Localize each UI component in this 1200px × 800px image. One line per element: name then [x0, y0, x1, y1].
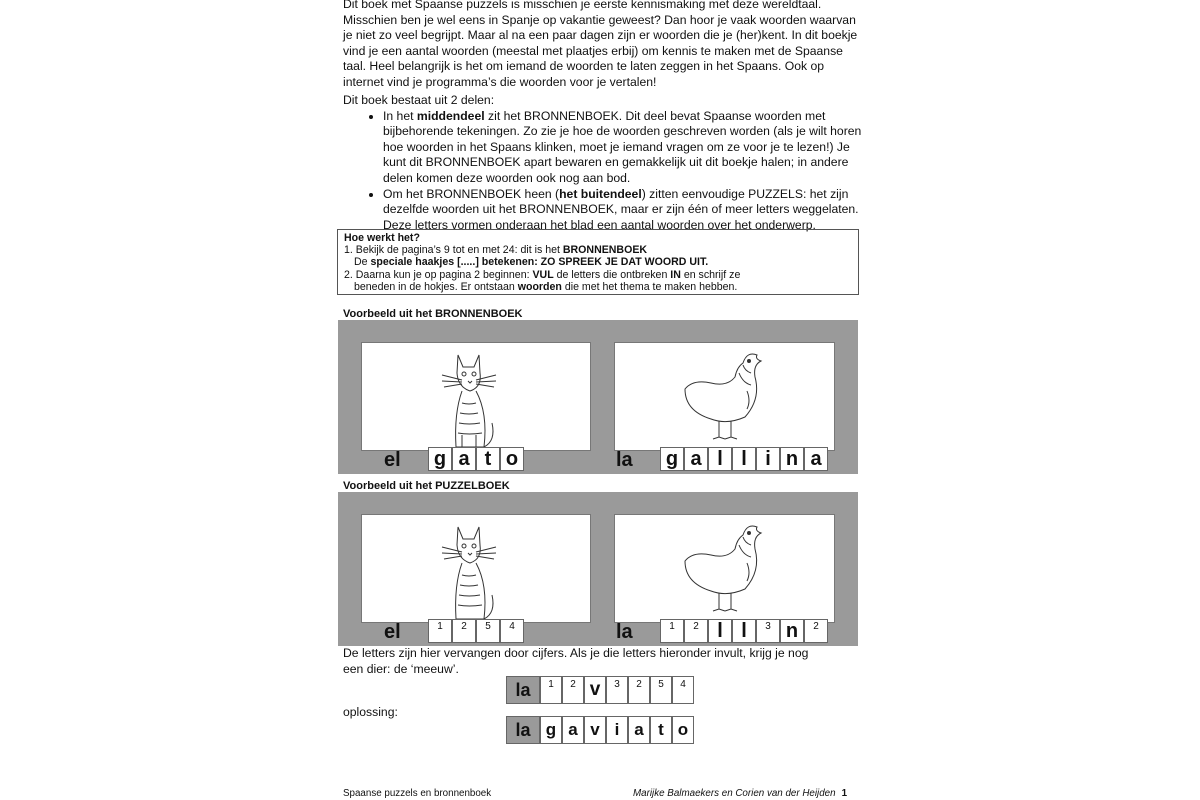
text: dezelfde woorden uit het BRONNENBOEK, maar er zijn één of meer letters weggelaten. [383, 202, 859, 217]
number-cell: 5 [476, 619, 500, 643]
text: hoe woorden in het Spaans klinken, moet je iemand vragen om ze voor je te lezen!) Je [383, 139, 850, 154]
chicken-icon [615, 343, 836, 452]
word-cells [660, 447, 828, 471]
letter-cell: t [476, 447, 500, 471]
text: delen komen deze woorden ook nog aan bod. [383, 170, 631, 185]
text: Om het BRONNENBOEK heen ( [383, 186, 560, 201]
letter-cell: g [660, 447, 684, 471]
letter-cell: a [452, 447, 476, 471]
letter-cell: t [650, 716, 672, 744]
number-cell: 3 [756, 619, 780, 643]
text: Deze letters vormen onderaan het blad een aantal woorden over het onderwerp. [383, 217, 816, 232]
letter-cell: n [780, 619, 804, 643]
number-cell: 2 [684, 619, 708, 643]
number-cell: 4 [672, 676, 694, 704]
how-step-2b [344, 281, 852, 293]
number-cell: 1 [428, 619, 452, 643]
explanation [343, 646, 863, 677]
word-cells [660, 619, 828, 643]
how-step-1 [344, 244, 852, 256]
solution-row [506, 716, 694, 744]
letter-cell: o [672, 716, 694, 744]
how-step-2 [344, 269, 852, 281]
intro-line: Dit boek met Spaanse puzzels is misschien je eerste kennismaking met deze wereldtaal. [343, 0, 822, 11]
text: In het [383, 108, 417, 123]
text: zit het BRONNENBOEK. Dit deel bevat Spaanse woorden met [484, 108, 826, 123]
text: 2. Daarna kun je op pagina 2 beginnen: [344, 268, 533, 281]
letter-cell: g [540, 716, 562, 744]
text: en schrijf ze [680, 268, 741, 281]
cat-card [361, 342, 591, 451]
example-source-panel [338, 320, 858, 474]
text: ) zitten eenvoudige PUZZELS: het zijn [641, 186, 849, 201]
article-cell: la [506, 676, 540, 704]
solution-label: oplossing: [343, 705, 398, 719]
cat-icon [362, 343, 592, 452]
intro-line: Misschien ben je wel eens in Spanje op vakantie geweest? Dan hoor je vaak woorden waarvan [343, 12, 856, 27]
letter-cell: a [804, 447, 828, 471]
how-title: Hoe werkt het? [344, 232, 420, 244]
text-bold: woorden [517, 280, 562, 293]
number-cell: 1 [540, 676, 562, 704]
letter-cell: i [606, 716, 628, 744]
parts-heading: Dit boek bestaat uit 2 delen: [343, 93, 495, 107]
intro-line: taal. Heel belangrijk is het om iemand de woorden te laten zeggen in het Spaans. Ook op [343, 59, 825, 74]
text: bijbehorende tekeningen. Zo zie je hoe de woorden geschreven worden (als je wilt horen [383, 124, 862, 139]
puzzle-row [506, 676, 694, 704]
article-la: la [616, 449, 633, 471]
text-bold: VUL [532, 268, 554, 281]
word-cells [428, 447, 524, 471]
explanation-line: een dier: de ‘meeuw’. [343, 661, 459, 676]
text: 1. Bekijk de pagina’s 9 tot en met 24: dit is het [344, 244, 563, 257]
letter-cell: a [628, 716, 650, 744]
example-source-title: Voorbeeld uit het BRONNENBOEK [343, 308, 523, 320]
article-el: el [384, 621, 401, 643]
letter-cell: a [562, 716, 584, 744]
number-cell: 4 [500, 619, 524, 643]
intro-line: vind je een aantal woorden (meestal met plaatjes erbij) om kennis te maken met de Spaanse [343, 43, 843, 58]
number-cell: 3 [606, 676, 628, 704]
letter-cell: a [684, 447, 708, 471]
number-cell: 2 [628, 676, 650, 704]
number-cell: 2 [804, 619, 828, 643]
chicken-icon [615, 515, 836, 624]
text: de letters die ontbreken [553, 268, 671, 281]
text-bold: middendeel [416, 108, 485, 123]
how-it-works-box [337, 229, 859, 295]
text: De [354, 256, 371, 269]
text: die met het thema te maken hebben. [561, 280, 738, 293]
number-cell: 2 [562, 676, 584, 704]
word-cells [428, 619, 524, 643]
book-parts [343, 93, 863, 233]
letter-cell: i [756, 447, 780, 471]
article-cell: la [506, 716, 540, 744]
chicken-card [614, 514, 835, 623]
cat-icon [362, 515, 592, 624]
text: kunt dit BRONNENBOEK apart bewaren en gemakkelijk uit dit boekje halen; in andere [383, 155, 849, 170]
text: beneden in de hokjes. Er ontstaan [354, 280, 518, 293]
example-puzzle-title: Voorbeeld uit het PUZZELBOEK [343, 480, 510, 492]
letter-cell: l [732, 447, 756, 471]
text-bold: speciale haakjes [.....] betekenen: ZO SPREEK JE DAT WOORD UIT. [370, 256, 709, 269]
how-step-1b [344, 256, 852, 268]
intro-line: je niet zo veel begrijpt. Maar al na een paar dagen zijn er woorden die je (her)kent. In dit boekje [343, 28, 858, 43]
letter-cell: v [584, 676, 606, 704]
article-el: el [384, 449, 401, 471]
text-bold: BRONNENBOEK [562, 244, 648, 257]
list-item [383, 187, 863, 234]
intro-paragraph [343, 0, 863, 91]
page-number: 1 [841, 788, 848, 799]
explanation-line: De letters zijn hier vervangen door cijfers. Als je die letters hieronder invult, krijg je nog [343, 646, 809, 660]
list-item [383, 109, 863, 187]
letter-cell: l [708, 619, 732, 643]
cat-card [361, 514, 591, 623]
authors: Marijke Balmaekers en Corien van der Heijden [633, 788, 836, 799]
letter-cell: o [500, 447, 524, 471]
example-puzzle-panel [338, 492, 858, 646]
footer-authors [633, 788, 847, 799]
number-cell: 5 [650, 676, 672, 704]
letter-cell: n [780, 447, 804, 471]
intro-line: internet vind je programma’s die woorden voor je vertalen! [343, 74, 657, 89]
letter-cell: l [732, 619, 756, 643]
chicken-card [614, 342, 835, 451]
parts-list [343, 109, 863, 234]
number-cell: 1 [660, 619, 684, 643]
text-bold: het buitendeel [559, 186, 642, 201]
footer-title: Spaanse puzzels en bronnenboek [343, 788, 492, 799]
letter-cell: l [708, 447, 732, 471]
number-cell: 2 [452, 619, 476, 643]
article-la: la [616, 621, 633, 643]
letter-cell: g [428, 447, 452, 471]
letter-cell: v [584, 716, 606, 744]
text-bold: IN [670, 268, 681, 281]
